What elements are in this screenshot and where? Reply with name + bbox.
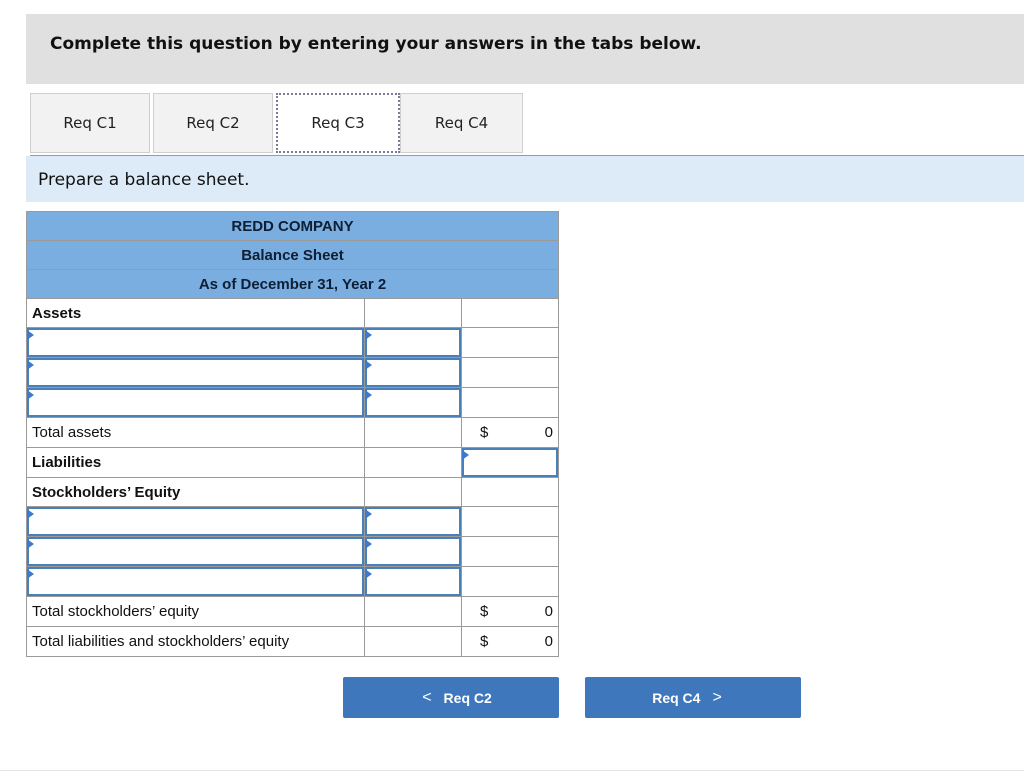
next-req-label: Req C4 — [652, 689, 701, 706]
dropdown-marker-icon — [27, 539, 34, 549]
prev-req-label: Req C2 — [443, 689, 492, 706]
question-banner — [26, 14, 1024, 84]
total-liabilities-equity-label: Total liabilities and stockholders’ equity — [27, 627, 365, 657]
liabilities-label: Liabilities — [27, 448, 365, 478]
chevron-right-icon: > — [712, 688, 722, 706]
equity-account-dropdown[interactable] — [27, 567, 364, 596]
total-liabilities-equity-value: 0 — [544, 633, 553, 650]
tab-req-c4[interactable]: Req C4 — [400, 93, 523, 153]
equity-label: Stockholders’ Equity — [27, 478, 365, 507]
equity-amount-input[interactable] — [365, 537, 461, 566]
equity-account-dropdown[interactable] — [27, 507, 364, 536]
asset-row — [27, 358, 559, 388]
equity-amount-input[interactable] — [365, 567, 461, 596]
asset-account-dropdown[interactable] — [27, 388, 364, 417]
instruction-text: Prepare a balance sheet. — [38, 170, 250, 190]
next-req-button[interactable] — [585, 677, 801, 718]
statement-title: Balance Sheet — [27, 241, 559, 270]
dropdown-marker-icon — [365, 390, 372, 400]
page-divider — [0, 770, 1024, 771]
asset-amount-input[interactable] — [365, 358, 461, 387]
balance-sheet-table — [26, 211, 559, 657]
assets-label: Assets — [27, 299, 365, 328]
dropdown-marker-icon — [27, 390, 34, 400]
tab-req-c3[interactable]: Req C3 — [276, 93, 400, 153]
prev-req-button[interactable] — [343, 677, 559, 718]
asset-amount-input[interactable] — [365, 328, 461, 357]
equity-amount-input[interactable] — [365, 507, 461, 536]
asset-account-dropdown[interactable] — [27, 328, 364, 357]
dropdown-marker-icon — [365, 539, 372, 549]
equity-row — [27, 507, 559, 537]
dropdown-marker-icon — [27, 360, 34, 370]
total-assets-label: Total assets — [27, 418, 365, 448]
chevron-left-icon: < — [422, 688, 432, 706]
asset-row — [27, 328, 559, 358]
dropdown-marker-icon — [365, 360, 372, 370]
dropdown-marker-icon — [462, 450, 469, 460]
tab-req-c2[interactable]: Req C2 — [153, 93, 273, 153]
equity-row — [27, 567, 559, 597]
asset-row — [27, 388, 559, 418]
statement-date: As of December 31, Year 2 — [27, 270, 559, 299]
dropdown-marker-icon — [365, 569, 372, 579]
equity-row — [27, 537, 559, 567]
liabilities-amount-input[interactable] — [462, 448, 558, 477]
currency-symbol: $ — [480, 424, 489, 441]
instruction-bar — [26, 156, 1024, 202]
equity-account-dropdown[interactable] — [27, 537, 364, 566]
asset-amount-input[interactable] — [365, 388, 461, 417]
dropdown-marker-icon — [365, 509, 372, 519]
total-assets-value: 0 — [544, 424, 553, 441]
total-equity-value: 0 — [544, 603, 553, 620]
currency-symbol: $ — [480, 633, 489, 650]
dropdown-marker-icon — [365, 330, 372, 340]
currency-symbol: $ — [480, 603, 489, 620]
banner-text: Complete this question by entering your answers in the tabs below. — [50, 34, 702, 54]
dropdown-marker-icon — [27, 569, 34, 579]
total-equity-label: Total stockholders’ equity — [27, 597, 365, 627]
asset-account-dropdown[interactable] — [27, 358, 364, 387]
company-name: REDD COMPANY — [27, 212, 559, 241]
tab-req-c1[interactable]: Req C1 — [30, 93, 150, 153]
dropdown-marker-icon — [27, 330, 34, 340]
dropdown-marker-icon — [27, 509, 34, 519]
